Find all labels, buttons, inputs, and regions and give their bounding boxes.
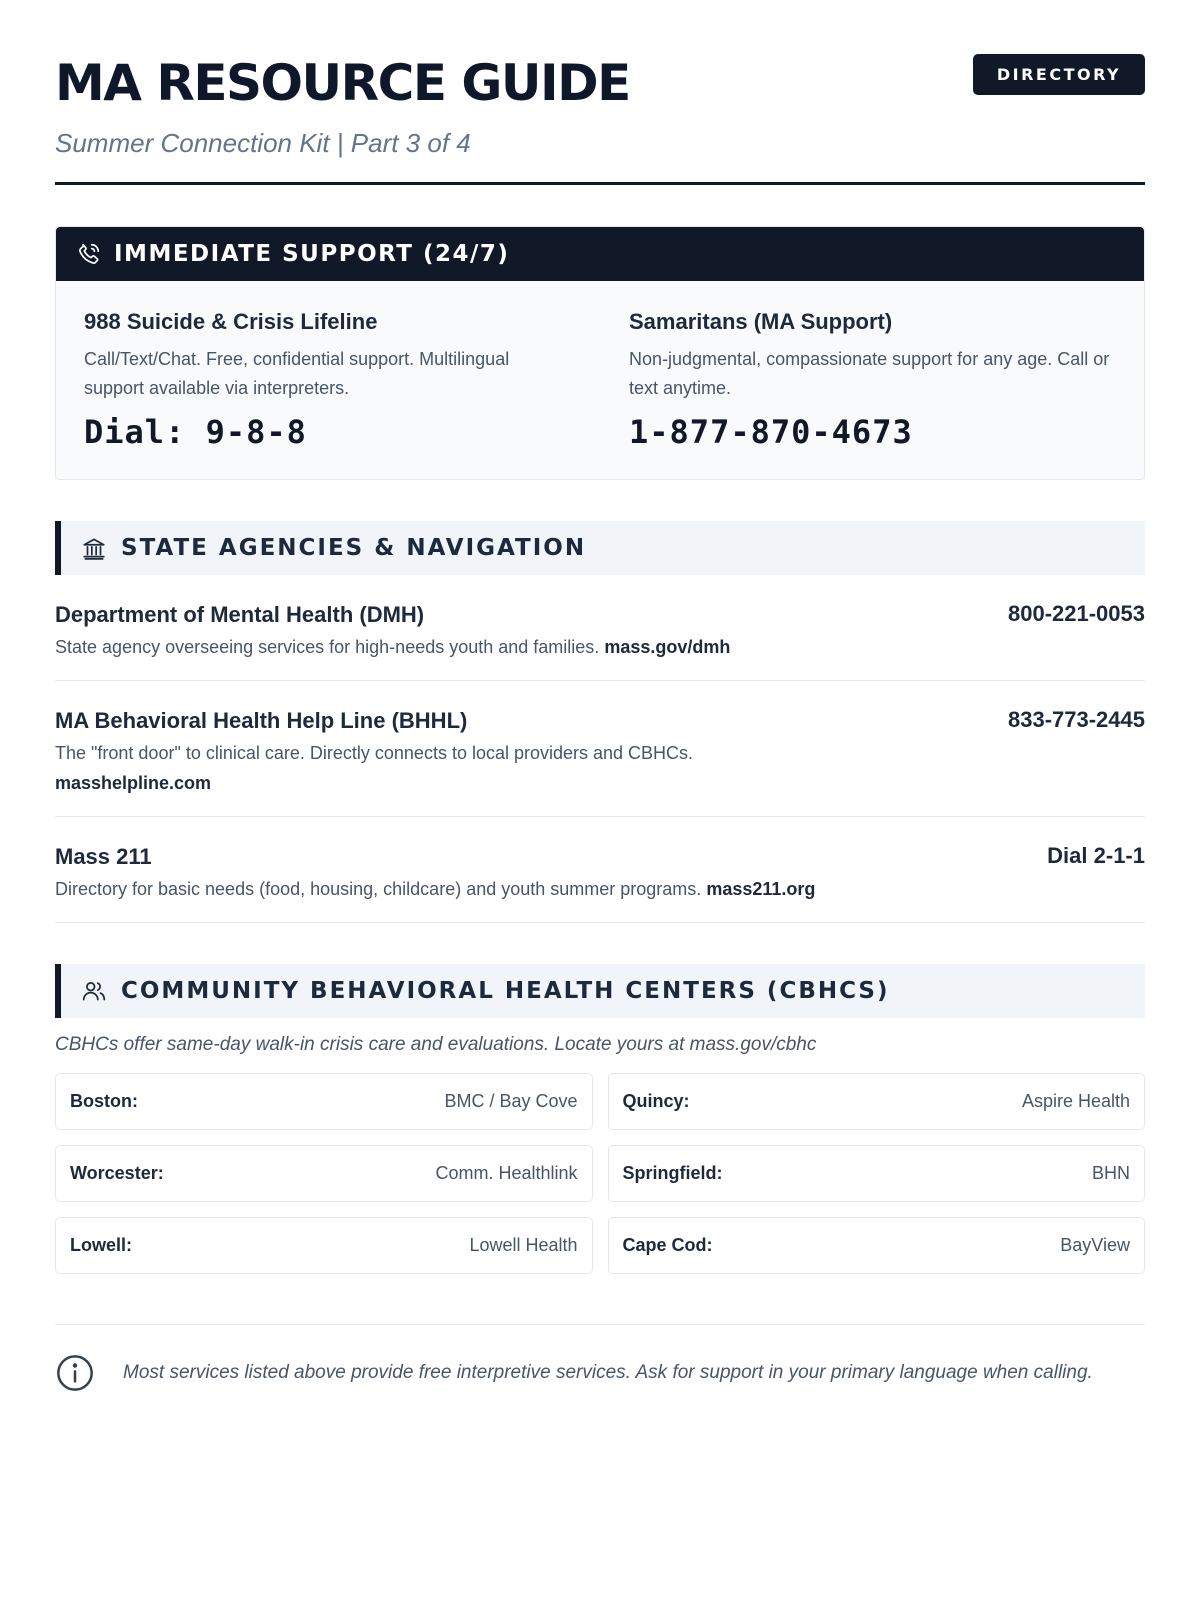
state-agencies-section xyxy=(55,521,1145,923)
directory-badge: DIRECTORY xyxy=(973,54,1145,95)
page-subtitle: Summer Connection Kit | Part 3 of 4 xyxy=(55,128,471,158)
info-icon xyxy=(55,1353,95,1393)
state-agencies-title: STATE AGENCIES & NAVIGATION xyxy=(121,535,587,561)
cbhc-city: Cape Cod: xyxy=(622,1235,713,1255)
cbhc-card xyxy=(55,1073,593,1130)
immediate-support-header xyxy=(56,227,1144,281)
building-icon xyxy=(81,535,107,561)
agency-name: Department of Mental Health (DMH) xyxy=(55,602,425,627)
header xyxy=(55,0,1145,185)
agency-row xyxy=(55,681,1145,817)
cbhc-provider: BMC / Bay Cove xyxy=(444,1091,578,1111)
agency-row xyxy=(55,575,1145,681)
cbhc-city: Quincy: xyxy=(622,1091,690,1111)
immediate-support-body xyxy=(56,281,1144,479)
cbhc-city: Boston: xyxy=(70,1091,138,1111)
agency-name: Mass 211 xyxy=(55,844,152,869)
support-item-988 xyxy=(84,307,571,451)
immediate-support-title: IMMEDIATE SUPPORT (24/7) xyxy=(114,241,510,267)
agency-description: State agency overseeing services for high-needs youth and families. mass.gov/dmh xyxy=(55,637,731,657)
immediate-support-section xyxy=(55,226,1145,480)
agency-name: MA Behavioral Health Help Line (BHHL) xyxy=(55,708,468,733)
footer-note xyxy=(55,1324,1145,1393)
cbhc-card xyxy=(608,1217,1146,1274)
cbhc-header xyxy=(55,964,1145,1018)
agency-description: Directory for basic needs (food, housing, childcare) and youth summer programs. mass211.org xyxy=(55,879,816,899)
cbhc-card xyxy=(55,1145,593,1202)
support-name: Samaritans (MA Support) xyxy=(629,309,893,334)
agency-description: The "front door" to clinical care. Directly connects to local providers and CBHCs. masshelpline.com xyxy=(55,743,694,793)
cbhc-provider: Lowell Health xyxy=(469,1235,578,1255)
users-icon xyxy=(81,978,107,1004)
cbhc-provider: BHN xyxy=(1091,1163,1130,1183)
agency-link[interactable]: masshelpline.com xyxy=(55,773,212,793)
cbhc-provider: Aspire Health xyxy=(1021,1091,1130,1111)
cbhc-title: COMMUNITY BEHAVIORAL HEALTH CENTERS (CBHCS) xyxy=(121,978,890,1004)
cbhc-city: Lowell: xyxy=(70,1235,132,1255)
agency-link[interactable]: mass211.org xyxy=(706,879,816,899)
agency-phone[interactable]: 800-221-0053 xyxy=(1007,601,1145,626)
agency-row xyxy=(55,817,1145,923)
support-name: 988 Suicide & Crisis Lifeline xyxy=(84,309,378,334)
page-title: MA RESOURCE GUIDE xyxy=(55,54,630,112)
cbhc-section xyxy=(55,964,1145,1274)
support-item-samaritans xyxy=(629,307,1116,451)
cbhc-provider: BayView xyxy=(1060,1235,1130,1255)
support-description: Non-judgmental, compassionate support for any age. Call or text anytime. xyxy=(629,349,1110,398)
cbhc-city: Worcester: xyxy=(70,1163,164,1183)
support-description: Call/Text/Chat. Free, confidential support. Multilingual support available via interpreters. xyxy=(84,349,510,398)
cbhc-card xyxy=(55,1217,593,1274)
state-agencies-header xyxy=(55,521,1145,575)
agency-phone[interactable]: 833-773-2445 xyxy=(1007,707,1145,732)
agency-phone[interactable]: Dial 2-1-1 xyxy=(1047,843,1145,868)
cbhc-provider: Comm. Healthlink xyxy=(435,1163,578,1183)
cbhc-card xyxy=(608,1073,1146,1130)
agency-link[interactable]: mass.gov/dmh xyxy=(604,637,731,657)
support-phone[interactable]: 1-877-870-4673 xyxy=(629,413,913,451)
cbhc-card xyxy=(608,1145,1146,1202)
cbhc-city: Springfield: xyxy=(622,1163,723,1183)
phone-icon xyxy=(76,241,102,267)
footer-text: Most services listed above provide free interpretive services. Ask for support in your primary language when calling. xyxy=(123,1362,1093,1383)
cbhc-grid xyxy=(55,1073,1145,1274)
cbhc-note: CBHCs offer same-day walk-in crisis care and evaluations. Locate yours at mass.gov/cbhc xyxy=(55,1034,817,1055)
support-phone[interactable]: Dial: 9-8-8 xyxy=(84,413,307,451)
